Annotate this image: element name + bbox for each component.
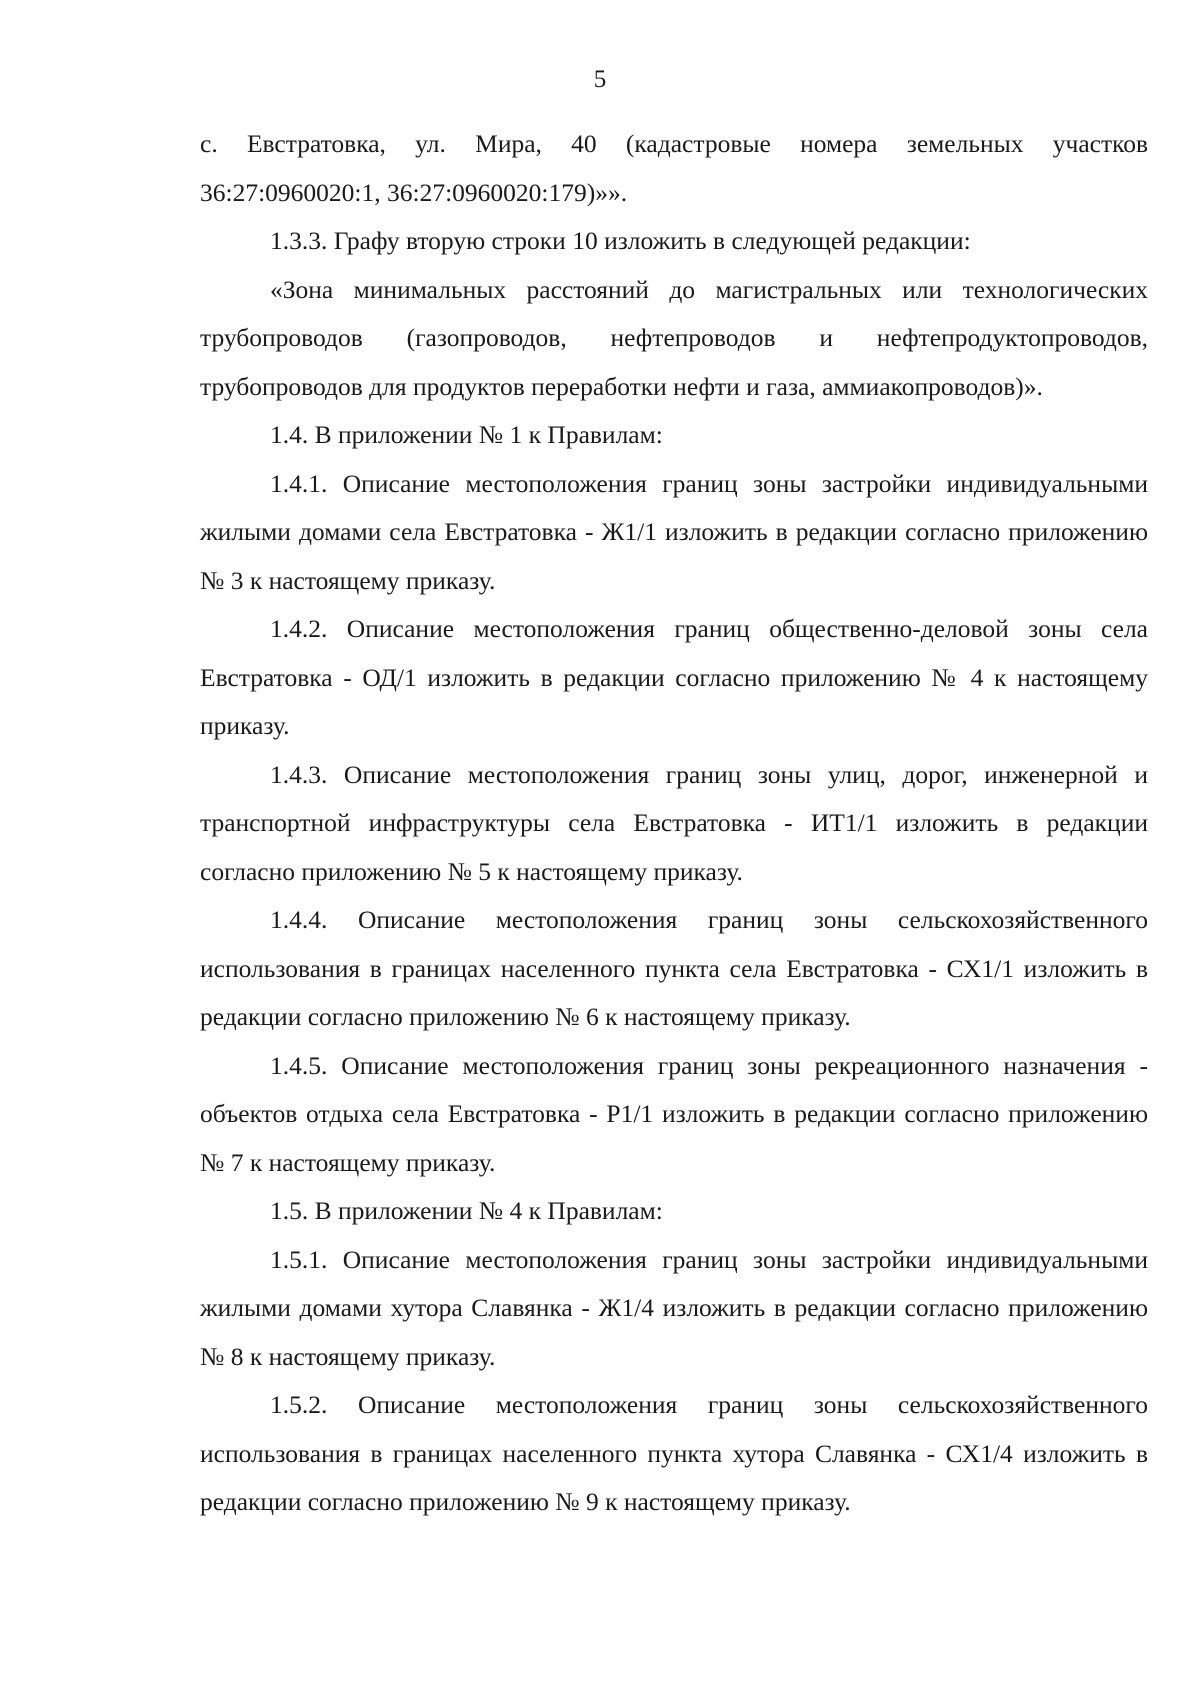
paragraph-quoted-zone: «Зона минимальных расстояний до магистральных или технологических трубопроводов (газопроводов, нефтепроводов и нефтепродуктопроводов, трубопроводов для продуктов переработки нефти и газа, аммиакопроводов)». — [200, 274, 1148, 401]
paragraph-1-3-3: 1.3.3. Графу вторую строки 10 изложить в следующей редакции: — [270, 226, 971, 255]
paragraph-1-4-1: 1.4.1. Описание местоположения границ зоны застройки индивидуальными жилыми домами села Евстратовка - Ж1/1 изложить в редакции согласно приложению № 3 к настоящему приказу. — [200, 468, 1148, 595]
page-number: 5 — [593, 66, 607, 93]
paragraph-1-4-3: 1.4.3. Описание местоположения границ зоны улиц, дорог, инженерной и транспортной инфраструктуры села Евстратовка - ИТ1/1 изложить в редакции согласно приложению № 5 к настоящему приказу. — [200, 759, 1148, 886]
paragraph-1-4-5: 1.4.5. Описание местоположения границ зоны рекреационного назначения - объектов отдыха села Евстратовка - Р1/1 изложить в редакции согласно приложению № 7 к настоящему приказу. — [200, 1050, 1148, 1177]
paragraph-1-5-1: 1.5.1. Описание местоположения границ зоны застройки индивидуальными жилыми домами хутора Славянка - Ж1/4 изложить в редакции согласно приложению № 8 к настоящему приказу. — [200, 1244, 1148, 1371]
paragraph-address-continuation: с. Евстратовка, ул. Мира, 40 (кадастровые номера земельных участков 36:27:0960020:1, 36:27:0960020:179)»». — [200, 129, 1148, 207]
paragraph-1-5: 1.5. В приложении № 4 к Правилам: — [270, 1196, 663, 1225]
paragraph-1-4: 1.4. В приложении № 1 к Правилам: — [270, 420, 663, 449]
paragraph-1-4-4: 1.4.4. Описание местоположения границ зоны сельскохозяйственного использования в границах населенного пункта села Евстратовка - СХ1/1 изложить в редакции согласно приложению № 6 к настоящему приказу. — [200, 905, 1148, 1031]
paragraph-1-5-2: 1.5.2. Описание местоположения границ зоны сельскохозяйственного использования в границах населенного пункта хутора Славянка - СХ1/4 изложить в редакции согласно приложению № 9 к настоящему приказу. — [200, 1390, 1148, 1516]
paragraph-1-4-2: 1.4.2. Описание местоположения границ общественно-деловой зоны села Евстратовка - ОД/1 изложить в редакции согласно приложению № 4 к настоящему приказу. — [200, 614, 1148, 740]
document-body — [200, 120, 1148, 1527]
